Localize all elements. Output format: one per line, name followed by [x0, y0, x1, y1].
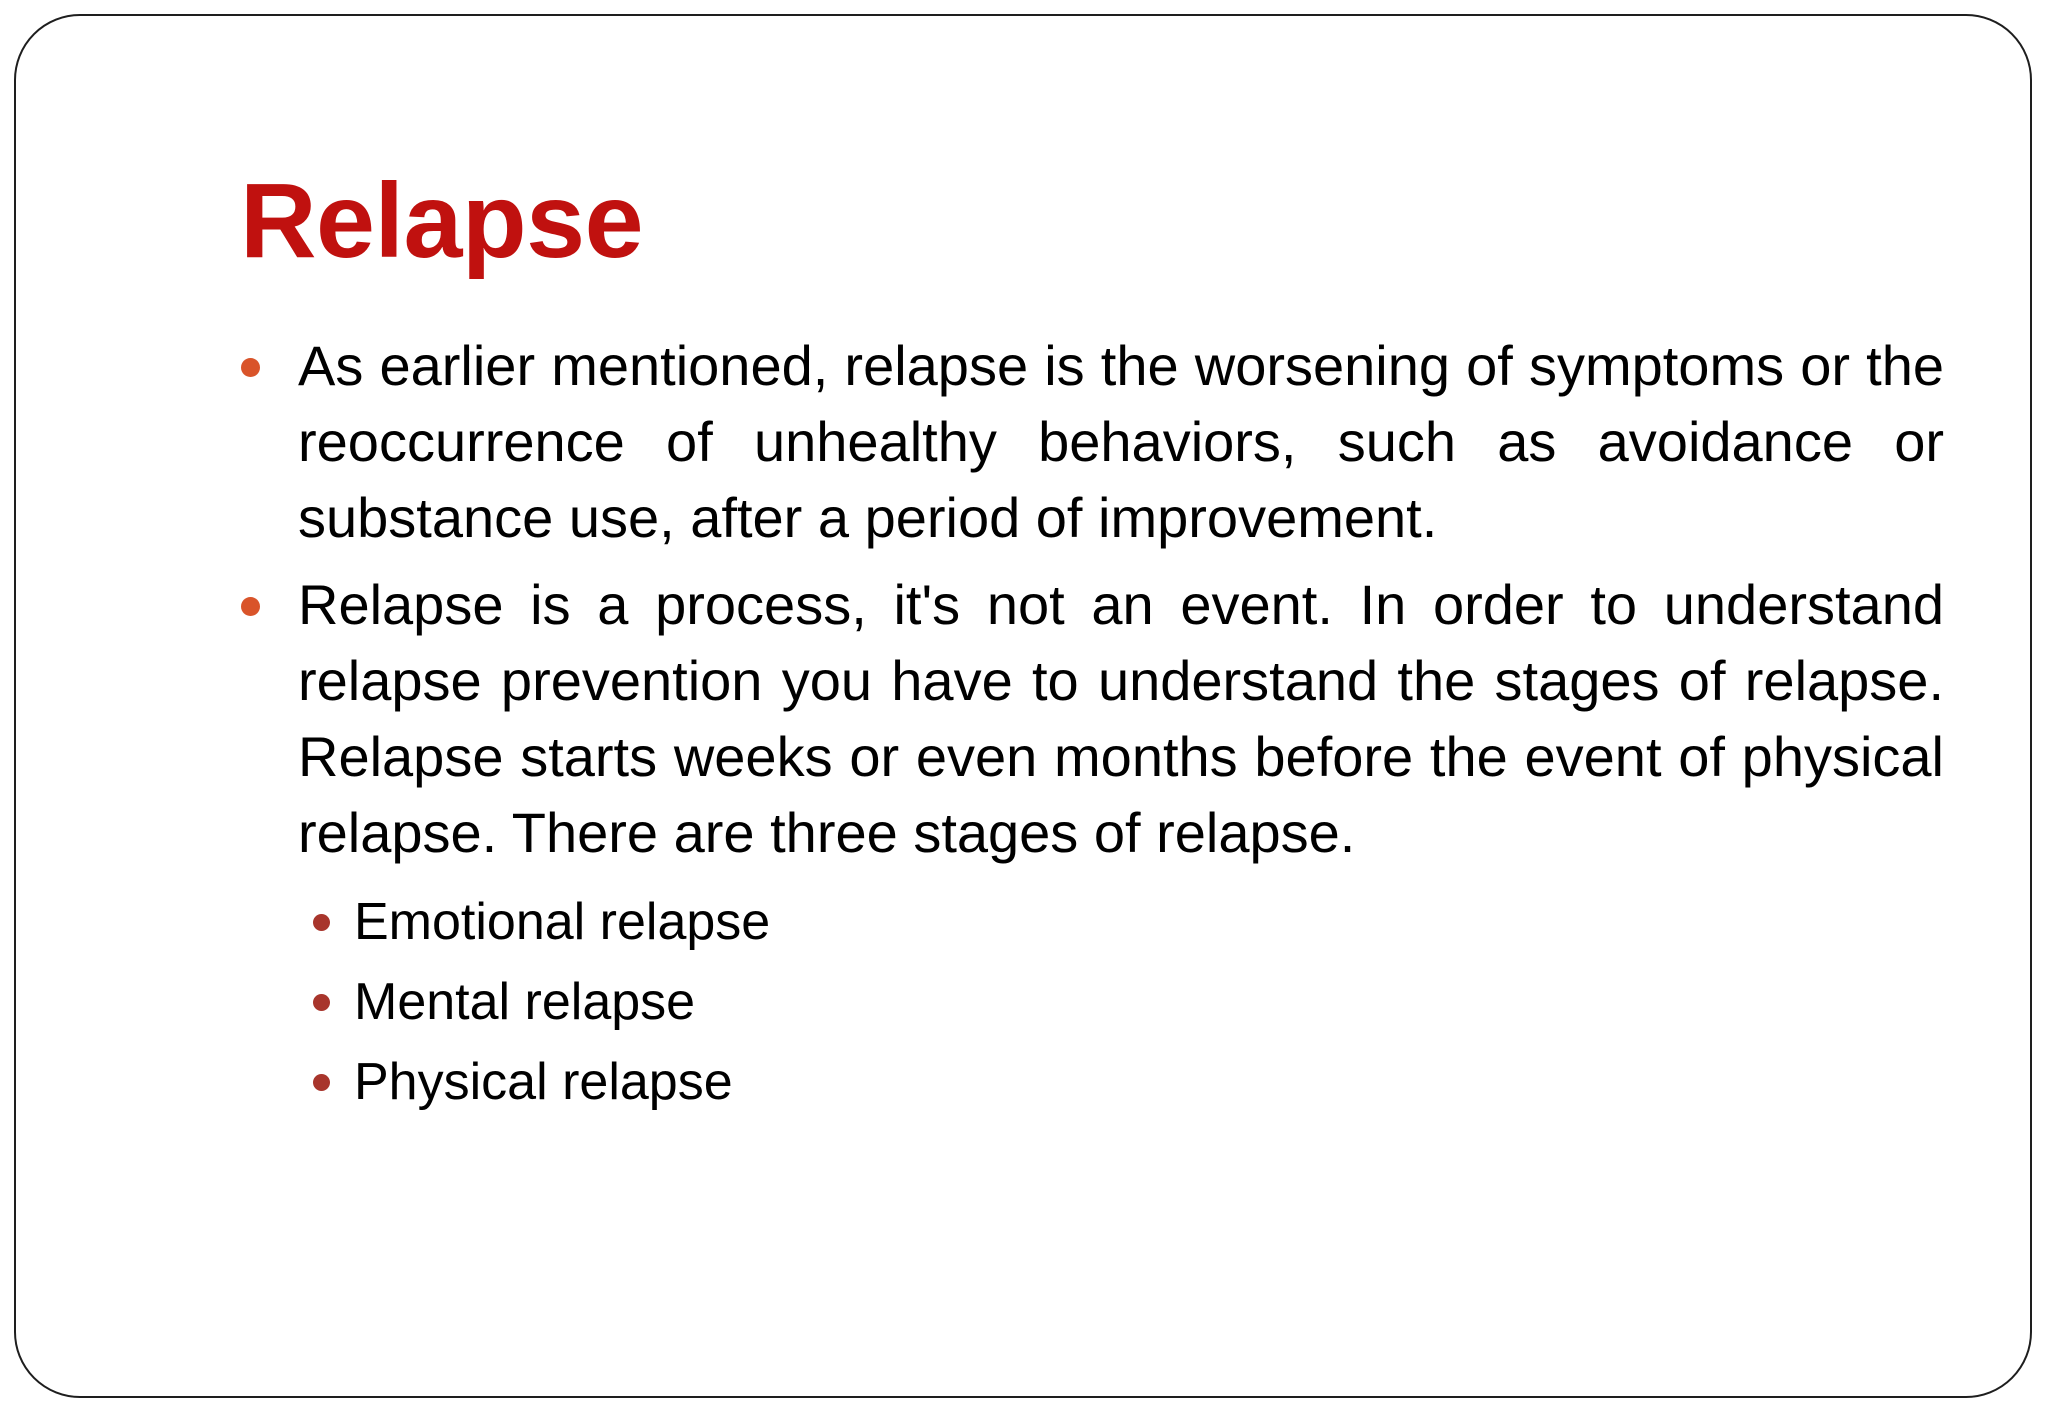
sub-bullet-mental-relapse — [238, 962, 1944, 1042]
sub-bullet-dot-icon — [313, 1074, 330, 1091]
stages-sub-list — [238, 882, 1944, 1122]
sub-bullet-emotional-relapse — [238, 882, 1944, 962]
sub-bullet-text: Physical relapse — [354, 1053, 733, 1111]
slide-frame — [14, 14, 2032, 1398]
bullet-dot-icon — [241, 358, 260, 377]
sub-bullet-dot-icon — [313, 994, 330, 1011]
bullet-item-process — [238, 567, 1944, 871]
bullet-dot-icon — [241, 597, 260, 616]
bullet-text: Relapse is a process, it's not an event. In order to understand relapse prevention you have to understand the stages of relapse. Relapse starts weeks or even months before the event of physical relapse. There are three stages of relapse. — [298, 573, 1944, 864]
sub-bullet-text: Emotional relapse — [354, 893, 771, 951]
slide-content — [238, 328, 1944, 1122]
sub-bullet-dot-icon — [313, 914, 330, 931]
sub-bullet-text: Mental relapse — [354, 973, 696, 1031]
bullet-text: As earlier mentioned, relapse is the worsening of symptoms or the reoccurrence of unhealthy behaviors, such as avoidance or substance use, after a period of improvement. — [298, 334, 1944, 549]
slide-title: Relapse — [240, 162, 644, 280]
sub-bullet-physical-relapse — [238, 1042, 1944, 1122]
bullet-item-definition — [238, 328, 1944, 556]
